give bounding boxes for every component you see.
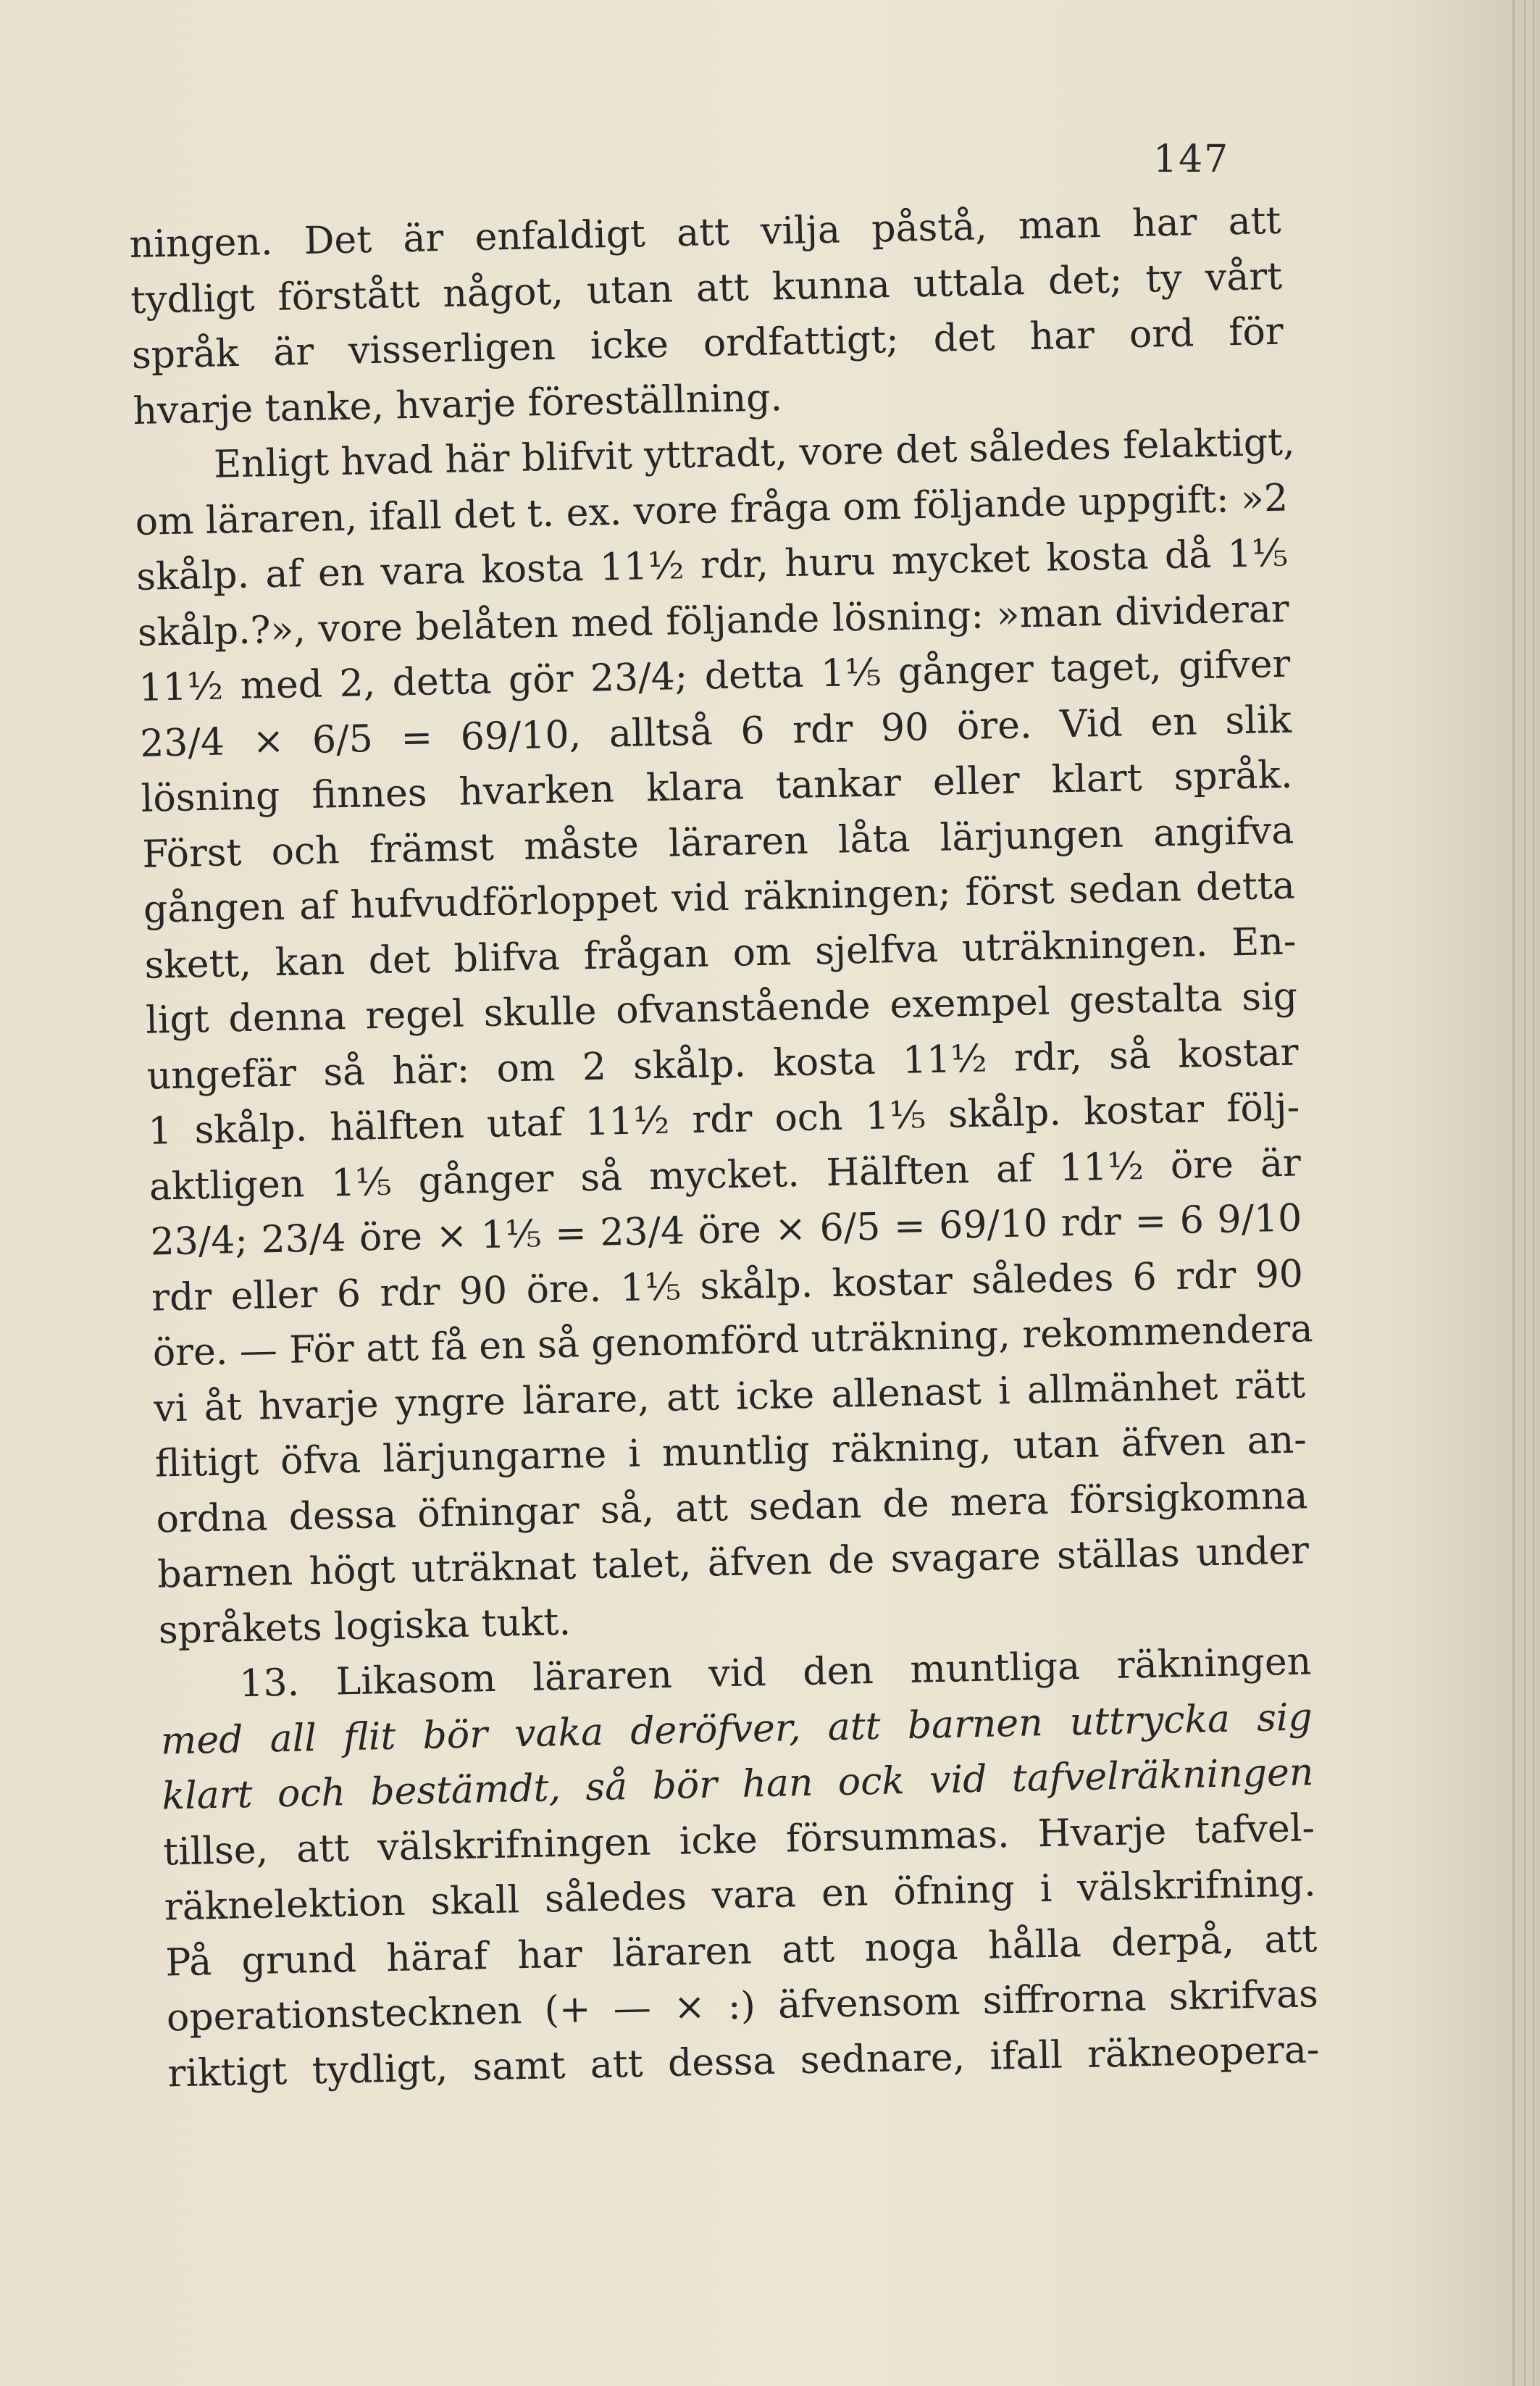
text-line: 23/4 × 6/5 = 69/10, alltså 6 rdr 90 öre. Vid en slik [139, 698, 1292, 766]
text-line: räknelektion skall således vara en öfning i välskrifning. [164, 1861, 1317, 1930]
text-line: Först och främst måste läraren låta lärjungen angifva [141, 809, 1294, 877]
text-line: öre. — För att få en så genomförd uträkning, rekommendera [152, 1307, 1314, 1375]
text-line: lösning finnes hvarken klara tankar eller klart språk. [141, 753, 1294, 821]
text-line: skålp.?», vore belåten med följande lösning: »man dividerar [137, 587, 1290, 655]
text-line: klart och bestämdt, så bör han ock vid tafvelräkningen [162, 1751, 1314, 1819]
text-line: barnen högt uträknat talet, äfven de svagare ställas under [156, 1529, 1310, 1597]
text-line: språkets logiska tukt. [158, 1600, 572, 1653]
text-line: tydligt förstått något, utan att kunna uttala det; ty vårt [130, 254, 1283, 322]
text-line: ordna dessa öfningar så, att sedan de mera försigkomna [156, 1473, 1308, 1542]
text-line: 1 skålp. hälften utaf 11½ rdr och 1⅕ skålp. kostar följ- [147, 1085, 1300, 1154]
text-line: 23/4; 23/4 öre × 1⅕ = 23/4 öre × 6/5 = 69/10 rdr = 6 9/10 [150, 1196, 1302, 1264]
text-line: flitigt öfva lärjungarne i muntlig räkning, utan äfven an- [154, 1418, 1307, 1486]
text-line: med all flit bör vaka deröfver, att barnen uttrycka sig [160, 1695, 1313, 1764]
text-line: operationstecknen (+ — × :) äfvensom siffrorna skrifvas [166, 1972, 1319, 2040]
body-text [129, 193, 1320, 2102]
text-line: ningen. Det är enfaldigt att vilja påstå, man har att [129, 199, 1282, 267]
text-line: gången af hufvudförloppet vid räkningen; först sedan detta [143, 864, 1296, 932]
section-heading-line: 13. Likasom läraren vid den muntliga räkningen [238, 1640, 1312, 1706]
text-line: ligt denna regel skulle ofvanstående exempel gestalta sig [145, 975, 1298, 1043]
page-edge-line [1533, 0, 1534, 2386]
text-line: 11½ med 2, detta gör 23/4; detta 1⅕ gånger taget, gifver [138, 642, 1291, 710]
text-line: skålp. af en vara kosta 11½ rdr, huru mycket kosta då 1⅕ [135, 531, 1289, 599]
text-line: aktligen 1⅕ gånger så mycket. Hälften af 11½ öre är [148, 1140, 1302, 1209]
text-line: ungefär så här: om 2 skålp. kosta 11½ rdr, så kostar [146, 1030, 1300, 1098]
text-line: vi åt hvarje yngre lärare, att icke allenast i allmänhet rätt [153, 1362, 1306, 1431]
text-line: rdr eller 6 rdr 90 öre. 1⅕ skålp. kostar således 6 rdr 90 [151, 1251, 1304, 1320]
text-line: Enligt hvad här blifvit yttradt, vore det således felaktigt, [213, 420, 1296, 487]
text-line: skett, kan det blifva frågan om sjelfva uträkningen. En- [143, 919, 1297, 988]
text-line: om läraren, ifall det t. ex. vore fråga om följande uppgift: »2 [135, 476, 1289, 544]
page-edge-line [1512, 0, 1515, 2386]
page-edge-line [1524, 0, 1526, 2386]
text-line: hvarje tanke, hvarje föreställning. [132, 375, 783, 433]
text-line: riktigt tydligt, samt att dessa sednare, ifall räkneopera- [167, 2027, 1320, 2095]
text-line: På grund häraf har läraren att noga hålla derpå, att [164, 1916, 1318, 1985]
text-line: tillse, att välskrifningen icke försummas. Hvarje tafvel- [162, 1806, 1315, 1874]
page-number: 147 [1153, 138, 1230, 181]
text-line: språk är visserligen icke ordfattigt; det har ord för [131, 309, 1284, 377]
